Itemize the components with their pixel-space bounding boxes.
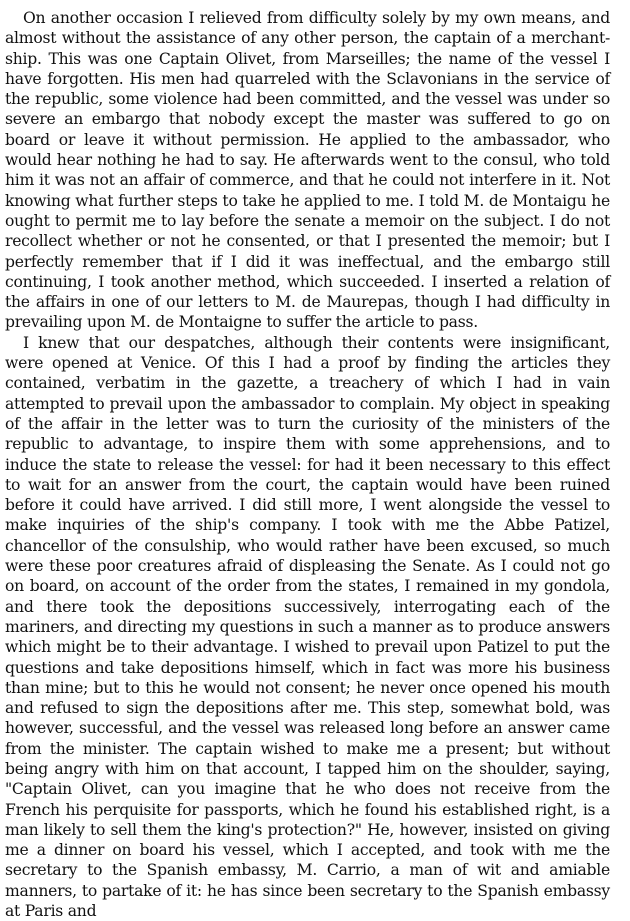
- paragraph-olivet-embargo: On another occasion I relieved from difficulty solely by my own means, and almost without the assistance of any other person, the captain of a merchant-ship. This was one Captain Olivet, from Marseilles; the name of the vessel I have forgotten. His men had quarreled with the Sclavonians in the service of the republic, some violence had been committed, and the vessel was under so severe an embargo that nobody except the master was suffered to go on board or leave it without permission. He applied to the ambassador, who would hear nothing he had to say. He afterwards went to the consul, who told him it was not an affair of commerce, and that he could not interfere in it. Not knowing what further steps to take he applied to me. I told M. de Montaigu he ought to permit me to lay before the senate a memoir on the subject. I do not recollect whether or not he consented, or that I presented the memoir; but I perfectly remember that if I did it was ineffectual, and the embargo still continuing, I took another method, which succeeded. I inserted a relation of the affairs in one of our letters to M. de Maurepas, though I had difficulty in prevailing upon M. de Montaigne to suffer the article to pass.: [5, 9, 610, 332]
- paragraph-despatches-venice: I knew that our despatches, although their contents were insignificant, were opened at Venice. Of this I had a proof by finding the articles they contained, verbatim in the gazette, a treachery of which I had in vain attempted to prevail upon the ambassador to complain. My object in speaking of the affair in the letter was to turn the curiosity of the ministers of the republic to advantage, to inspire them with some apprehensions, and to induce the state to release the vessel: for had it been necessary to this effect to wait for an answer from the court, the captain would have been ruined before it could have arrived. I did still more, I went alongside the vessel to make inquiries of the ship's company. I took with me the Abbe Patizel, chancellor of the consulship, who would rather have been excused, so much were these poor creatures afraid of displeasing the Senate. As I could not go on board, on account of the order from the states, I remained in my gondola, and there took the depositions successively, interrogating each of the mariners, and directing my questions in such a manner as to produce answers which might be to their advantage. I wished to prevail upon Patizel to put the questions and take depositions himself, which in fact was more his business than mine; but to this he would not consent; he never once opened his mouth and refused to sign the depositions after me. This step, somewhat bold, was however, successful, and the vessel was released long before an answer came from the minister. The captain wished to make me a present; but without being angry with him on that account, I tapped him on the shoulder, saying, "Captain Olivet, can you imagine that he who does not receive from the French his perquisite for passports, which he found his established right, is a man likely to sell them the king's protection?" He, however, insisted on giving me a dinner on board his vessel, which I accepted, and took with me the secretary to the Spanish embassy, M. Carrio, a man of wit and amiable manners, to partake of it: he has since been secretary to the Spanish embassy at Paris and: [5, 333, 610, 921]
